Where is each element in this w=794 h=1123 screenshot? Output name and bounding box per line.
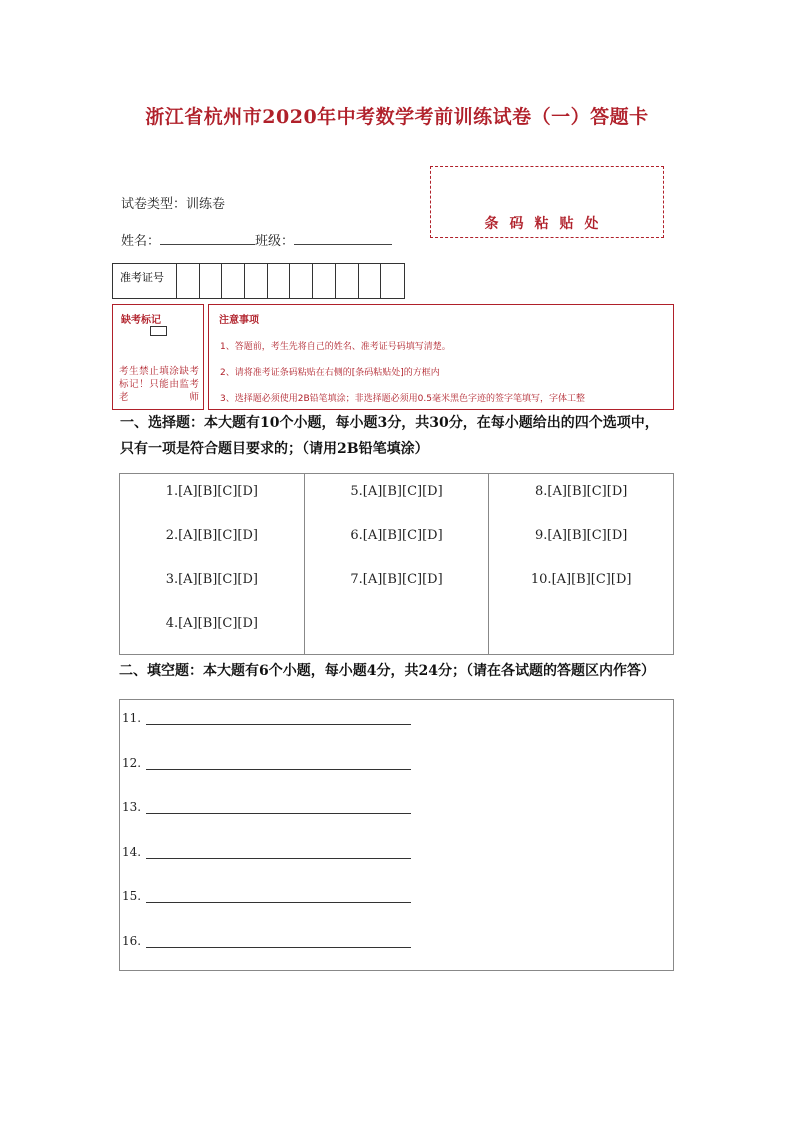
class-field[interactable]: [294, 232, 392, 245]
choice-item[interactable]: 9.[A][B][C][D]: [535, 528, 628, 543]
section1-heading: [120, 412, 659, 460]
missing-exam-note: 考生禁止填涂缺考标记！只能由监考老师: [119, 366, 199, 403]
ticket-digit-cell[interactable]: [245, 264, 268, 298]
choice-column: [489, 474, 673, 654]
fill-answer-line[interactable]: [146, 902, 411, 903]
fill-answer-line[interactable]: [146, 724, 411, 725]
ticket-label: 准考证号: [113, 264, 177, 298]
ticket-digit-cell[interactable]: [313, 264, 336, 298]
choice-item[interactable]: 3.[A][B][C][D]: [165, 572, 258, 587]
missing-exam-panel: [112, 304, 204, 410]
notice-item: 3、选择题必须使用2B铅笔填涂；非选择题必须用0.5毫米黑色字迹的签字笔填写，字体工整: [220, 394, 585, 404]
ticket-digit-cell[interactable]: [222, 264, 245, 298]
missing-exam-title: 缺考标记: [121, 315, 161, 326]
ticket-digit-cell[interactable]: [336, 264, 359, 298]
name-field[interactable]: [160, 232, 255, 245]
choice-item[interactable]: 10.[A][B][C][D]: [530, 572, 632, 587]
name-class-row: [121, 230, 392, 249]
name-label: 姓名：: [121, 234, 161, 249]
notice-item: 2、请将准考证条码粘贴在右侧的[条码粘贴处]的方框内: [220, 368, 440, 378]
fill-number: 11.: [122, 711, 142, 725]
fill-number: 15.: [122, 889, 142, 903]
choice-answer-grid: [119, 473, 674, 655]
barcode-label: 条码粘贴处: [484, 216, 610, 232]
ticket-digit-cell[interactable]: [290, 264, 313, 298]
paper-type: 试卷类型：训练卷: [121, 197, 226, 212]
ticket-digit-cell[interactable]: [177, 264, 200, 298]
fill-number: 14.: [122, 845, 142, 859]
choice-item[interactable]: 4.[A][B][C][D]: [165, 616, 258, 631]
ticket-digit-cell[interactable]: [268, 264, 291, 298]
choice-item[interactable]: 5.[A][B][C][D]: [350, 484, 443, 499]
fill-answer-area: [119, 699, 674, 971]
fill-answer-line[interactable]: [146, 858, 411, 859]
class-label: 班级：: [255, 234, 295, 249]
choice-item[interactable]: 2.[A][B][C][D]: [165, 528, 258, 543]
choice-item[interactable]: 8.[A][B][C][D]: [535, 484, 628, 499]
ticket-digit-cell[interactable]: [381, 264, 404, 298]
section1-line2: 只有一项是符合题目要求的；（请用2B铅笔填涂）: [120, 441, 429, 457]
fill-answer-line[interactable]: [146, 947, 411, 948]
page-title: 浙江省杭州市2020年中考数学考前训练试卷（一）答题卡: [145, 106, 649, 128]
choice-item[interactable]: 1.[A][B][C][D]: [165, 484, 258, 499]
fill-number: 16.: [122, 934, 142, 948]
fill-number: 12.: [122, 756, 142, 770]
section1-line1: 一、选择题：本大题有10个小题，每小题3分，共30分，在每小题给出的四个选项中，: [120, 415, 659, 431]
notice-item: 1、答题前，考生先将自己的姓名、准考证号码填写清楚。: [220, 342, 451, 352]
barcode-area: [430, 166, 664, 238]
choice-column: [305, 474, 490, 654]
ticket-digit-cell[interactable]: [200, 264, 223, 298]
notice-panel: [208, 304, 674, 410]
choice-item[interactable]: 6.[A][B][C][D]: [350, 528, 443, 543]
fill-answer-line[interactable]: [146, 769, 411, 770]
ticket-digit-cell[interactable]: [359, 264, 382, 298]
choice-column: [120, 474, 305, 654]
notice-title: 注意事项: [219, 315, 259, 326]
fill-answer-line[interactable]: [146, 813, 411, 814]
missing-exam-checkbox[interactable]: [150, 326, 167, 336]
section2-heading: 二、填空题：本大题有6个小题，每小题4分，共24分；（请在各试题的答题区内作答）: [119, 663, 655, 679]
ticket-number-grid: [112, 263, 405, 299]
fill-number: 13.: [122, 800, 142, 814]
choice-item[interactable]: 7.[A][B][C][D]: [350, 572, 443, 587]
